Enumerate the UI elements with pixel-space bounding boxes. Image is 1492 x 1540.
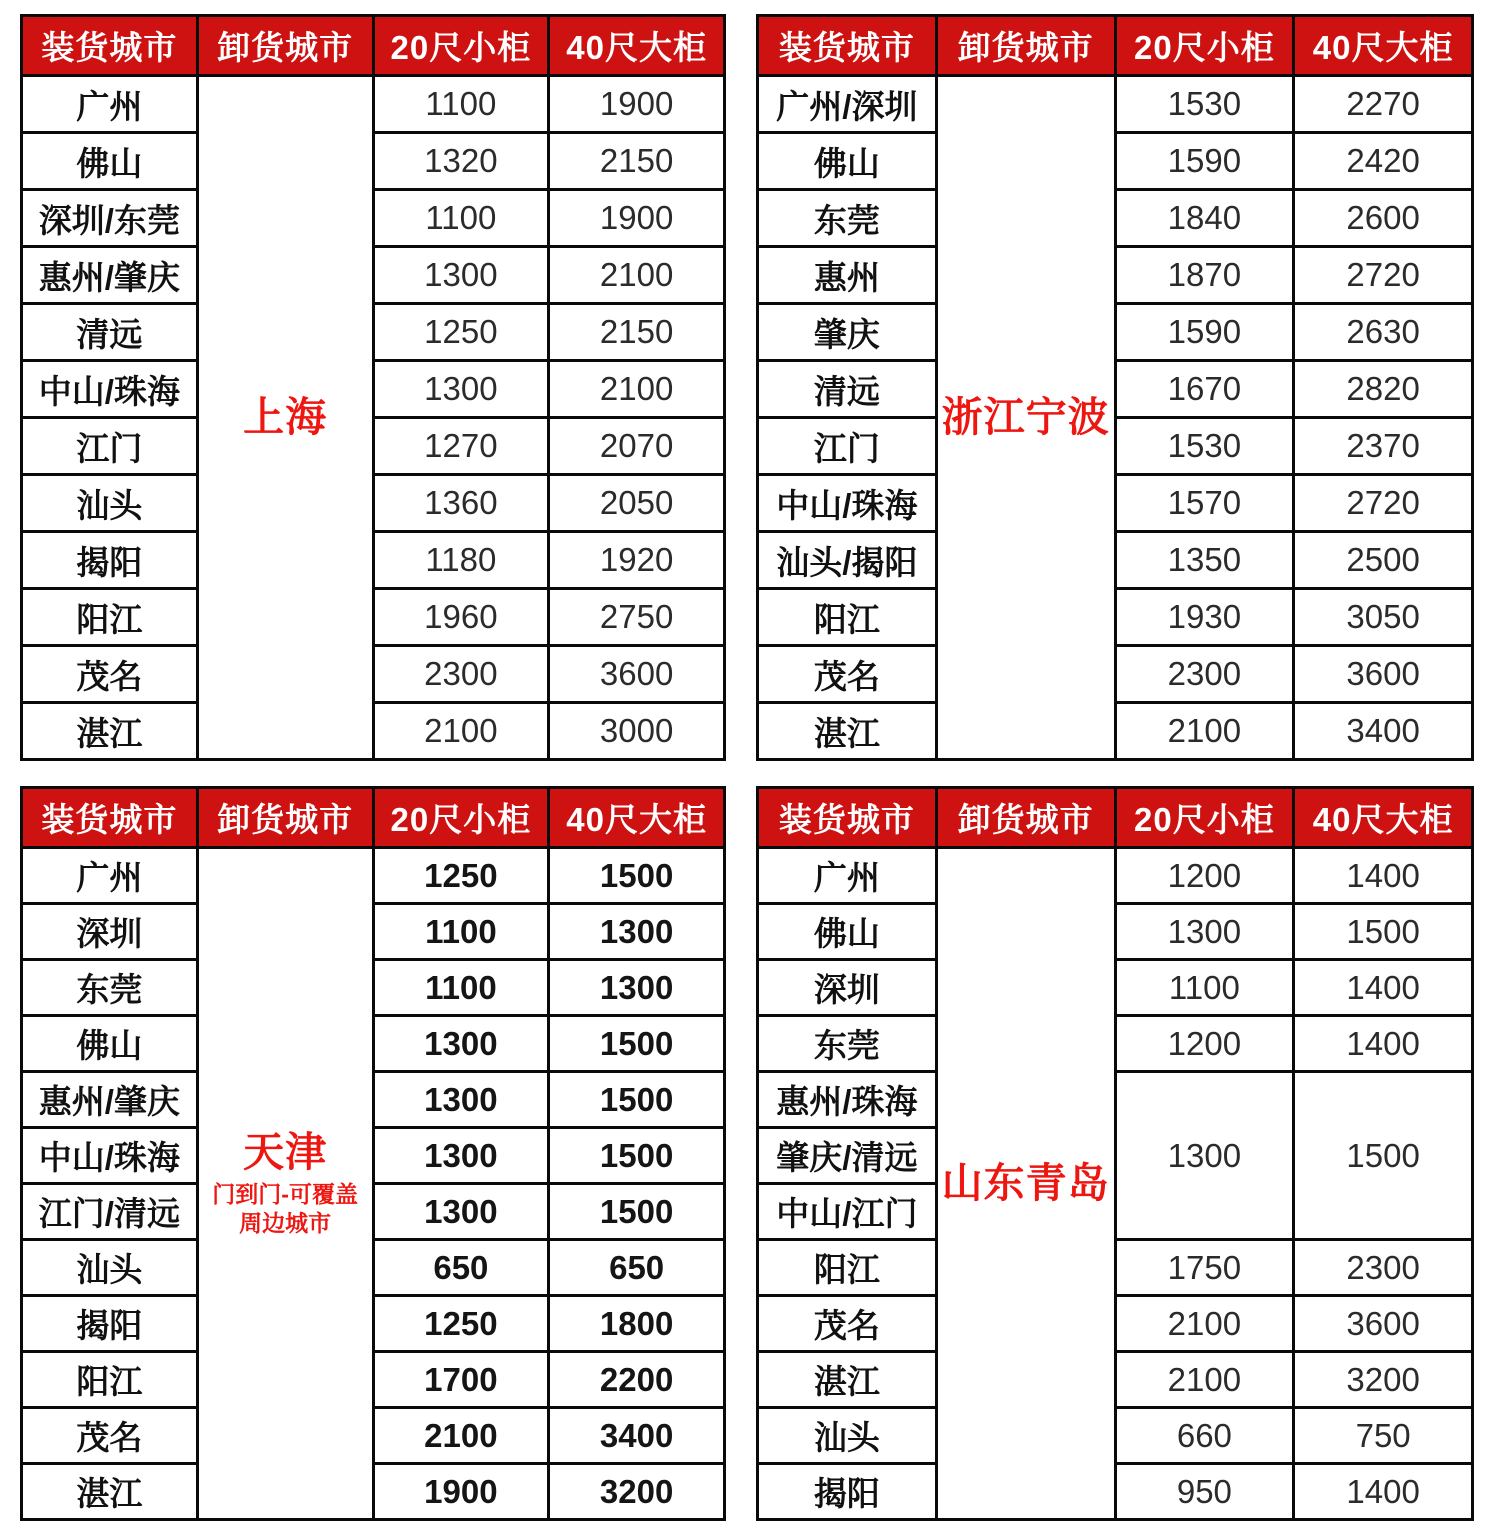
price-20ft-cell: 1570 [1115, 475, 1294, 532]
table-row [22, 190, 725, 247]
table-row [22, 1184, 725, 1240]
price-20ft-cell: 2100 [1115, 1352, 1294, 1408]
price-20ft-cell: 1100 [373, 960, 549, 1016]
column-header: 装货城市 [22, 16, 198, 76]
loading-city-cell: 广州/深圳 [758, 76, 937, 133]
price-20ft-cell: 2300 [373, 646, 549, 703]
destination-label: 天津 [243, 1129, 328, 1176]
price-20ft-cell: 1300 [373, 1128, 549, 1184]
loading-city-cell: 惠州/肇庆 [22, 1072, 198, 1128]
price-20ft-cell: 1100 [373, 76, 549, 133]
price-40ft-cell: 2630 [1294, 304, 1473, 361]
price-20ft-cell: 1530 [1115, 76, 1294, 133]
table-row [22, 1352, 725, 1408]
price-40ft-cell: 2150 [549, 304, 725, 361]
price-40ft-cell: 1920 [549, 532, 725, 589]
price-40ft-cell: 2500 [1294, 532, 1473, 589]
price-20ft-cell: 1360 [373, 475, 549, 532]
loading-city-cell: 广州 [22, 76, 198, 133]
loading-city-cell: 东莞 [758, 1016, 937, 1072]
table-row [758, 904, 1473, 960]
price-40ft-cell: 1500 [549, 1128, 725, 1184]
table-row [22, 1072, 725, 1128]
table-row [758, 133, 1473, 190]
header-row [758, 16, 1473, 76]
loading-city-cell: 肇庆/清远 [758, 1128, 937, 1184]
loading-city-cell: 深圳/东莞 [22, 190, 198, 247]
price-40ft-cell: 1300 [549, 960, 725, 1016]
freight-table [20, 786, 726, 1521]
loading-city-cell: 广州 [22, 848, 198, 904]
price-20ft-cell: 1870 [1115, 247, 1294, 304]
destination-cell [197, 848, 373, 1520]
price-40ft-cell: 3600 [1294, 1296, 1473, 1352]
price-20ft-cell: 1250 [373, 304, 549, 361]
loading-city-cell: 茂名 [758, 646, 937, 703]
price-20ft-cell: 2100 [373, 1408, 549, 1464]
loading-city-cell: 汕头 [22, 1240, 198, 1296]
table-row [22, 304, 725, 361]
price-20ft-cell: 1300 [1115, 904, 1294, 960]
price-40ft-cell: 2370 [1294, 418, 1473, 475]
price-40ft-cell: 750 [1294, 1408, 1473, 1464]
price-40ft-cell: 2820 [1294, 361, 1473, 418]
table-row [758, 960, 1473, 1016]
destination-cell [197, 76, 373, 760]
table-row [758, 1408, 1473, 1464]
loading-city-cell: 阳江 [758, 589, 937, 646]
price-20ft-cell: 1700 [373, 1352, 549, 1408]
price-20ft-cell: 1960 [373, 589, 549, 646]
freight-table-qingdao [756, 786, 1474, 1521]
table-row [758, 475, 1473, 532]
freight-table [756, 786, 1474, 1521]
price-40ft-cell: 2050 [549, 475, 725, 532]
price-20ft-cell: 1670 [1115, 361, 1294, 418]
price-40ft-cell: 2100 [549, 247, 725, 304]
price-20ft-cell: 1750 [1115, 1240, 1294, 1296]
header-row [758, 788, 1473, 848]
table-row [22, 1296, 725, 1352]
column-header: 40尺大柜 [1294, 788, 1473, 848]
table-row [758, 703, 1473, 760]
loading-city-cell: 江门/清远 [22, 1184, 198, 1240]
price-40ft-cell: 3600 [1294, 646, 1473, 703]
loading-city-cell: 揭阳 [22, 532, 198, 589]
price-40ft-cell: 1800 [549, 1296, 725, 1352]
loading-city-cell: 江门 [758, 418, 937, 475]
loading-city-cell: 佛山 [22, 1016, 198, 1072]
price-20ft-cell: 1300 [373, 1072, 549, 1128]
table-row [22, 133, 725, 190]
price-20ft-cell: 1590 [1115, 304, 1294, 361]
price-40ft-cell: 1500 [549, 1016, 725, 1072]
loading-city-cell: 揭阳 [758, 1464, 937, 1520]
price-40ft-cell: 2200 [549, 1352, 725, 1408]
table-row [22, 646, 725, 703]
price-40ft-cell: 2300 [1294, 1240, 1473, 1296]
price-40ft-cell: 650 [549, 1240, 725, 1296]
loading-city-cell: 汕头 [22, 475, 198, 532]
destination-cell [936, 76, 1115, 760]
loading-city-cell: 阳江 [22, 589, 198, 646]
loading-city-cell: 佛山 [22, 133, 198, 190]
price-40ft-cell: 3000 [549, 703, 725, 760]
table-row [22, 703, 725, 760]
loading-city-cell: 佛山 [758, 904, 937, 960]
price-40ft-cell: 2100 [549, 361, 725, 418]
table-row [758, 361, 1473, 418]
table-row [758, 76, 1473, 133]
loading-city-cell: 中山/江门 [758, 1184, 937, 1240]
table-row [22, 361, 725, 418]
column-header: 40尺大柜 [549, 16, 725, 76]
loading-city-cell: 汕头/揭阳 [758, 532, 937, 589]
price-20ft-cell: 1300 [373, 361, 549, 418]
price-20ft-cell: 650 [373, 1240, 549, 1296]
table-header [758, 16, 1473, 76]
price-20ft-cell: 1250 [373, 848, 549, 904]
price-40ft-cell: 1500 [549, 1184, 725, 1240]
price-20ft-cell: 950 [1115, 1464, 1294, 1520]
table-row [22, 247, 725, 304]
price-20ft-cell: 1530 [1115, 418, 1294, 475]
price-20ft-cell: 1300 [373, 247, 549, 304]
price-20ft-cell: 1300 [1115, 1072, 1294, 1240]
table-row [22, 1128, 725, 1184]
price-20ft-cell: 1590 [1115, 133, 1294, 190]
price-40ft-cell: 2720 [1294, 475, 1473, 532]
loading-city-cell: 清远 [22, 304, 198, 361]
destination-label: 上海 [243, 393, 328, 440]
header-row [22, 788, 725, 848]
loading-city-cell: 肇庆 [758, 304, 937, 361]
destination-label: 浙江宁波 [941, 393, 1110, 440]
price-40ft-cell: 2270 [1294, 76, 1473, 133]
table-row [758, 848, 1473, 904]
price-20ft-cell: 2100 [1115, 1296, 1294, 1352]
price-40ft-cell: 1400 [1294, 1016, 1473, 1072]
table-row [758, 418, 1473, 475]
loading-city-cell: 茂名 [22, 1408, 198, 1464]
price-40ft-cell: 2720 [1294, 247, 1473, 304]
price-40ft-cell: 3050 [1294, 589, 1473, 646]
price-20ft-cell: 660 [1115, 1408, 1294, 1464]
price-20ft-cell: 1200 [1115, 848, 1294, 904]
loading-city-cell: 江门 [22, 418, 198, 475]
column-header: 20尺小柜 [373, 788, 549, 848]
price-20ft-cell: 1100 [1115, 960, 1294, 1016]
loading-city-cell: 广州 [758, 848, 937, 904]
price-20ft-cell: 1320 [373, 133, 549, 190]
table-row [758, 1352, 1473, 1408]
table-row [22, 532, 725, 589]
price-20ft-cell: 1840 [1115, 190, 1294, 247]
column-header: 装货城市 [758, 788, 937, 848]
table-row [22, 1240, 725, 1296]
freight-table-tianjin [20, 786, 726, 1521]
table-row [758, 1016, 1473, 1072]
price-40ft-cell: 1500 [1294, 904, 1473, 960]
table-row [22, 1464, 725, 1520]
loading-city-cell: 深圳 [758, 960, 937, 1016]
freight-table-shanghai [20, 14, 726, 761]
table-row [22, 475, 725, 532]
price-40ft-cell: 2750 [549, 589, 725, 646]
table-header [758, 788, 1473, 848]
loading-city-cell: 阳江 [758, 1240, 937, 1296]
column-header: 20尺小柜 [1115, 16, 1294, 76]
column-header: 20尺小柜 [1115, 788, 1294, 848]
price-40ft-cell: 1300 [549, 904, 725, 960]
price-40ft-cell: 1400 [1294, 848, 1473, 904]
loading-city-cell: 揭阳 [22, 1296, 198, 1352]
table-row [758, 589, 1473, 646]
table-body [22, 848, 725, 1520]
loading-city-cell: 清远 [758, 361, 937, 418]
loading-city-cell: 湛江 [758, 703, 937, 760]
price-20ft-cell: 1100 [373, 190, 549, 247]
price-20ft-cell: 2300 [1115, 646, 1294, 703]
loading-city-cell: 深圳 [22, 904, 198, 960]
price-40ft-cell: 1400 [1294, 960, 1473, 1016]
price-20ft-cell: 1180 [373, 532, 549, 589]
column-header: 卸货城市 [197, 16, 373, 76]
header-row [22, 16, 725, 76]
column-header: 40尺大柜 [549, 788, 725, 848]
price-40ft-cell: 3400 [549, 1408, 725, 1464]
loading-city-cell: 茂名 [758, 1296, 937, 1352]
price-40ft-cell: 2600 [1294, 190, 1473, 247]
table-header [22, 16, 725, 76]
column-header: 卸货城市 [197, 788, 373, 848]
destination-note-line: 门到门-可覆盖 [212, 1181, 358, 1208]
table-row [22, 1408, 725, 1464]
price-40ft-cell: 3400 [1294, 703, 1473, 760]
price-40ft-cell: 2150 [549, 133, 725, 190]
loading-city-cell: 汕头 [758, 1408, 937, 1464]
price-20ft-cell: 1250 [373, 1296, 549, 1352]
price-40ft-cell: 3600 [549, 646, 725, 703]
column-header: 卸货城市 [936, 788, 1115, 848]
loading-city-cell: 中山/珠海 [758, 475, 937, 532]
table-body [758, 76, 1473, 760]
table-body [22, 76, 725, 760]
price-20ft-cell: 1300 [373, 1184, 549, 1240]
loading-city-cell: 湛江 [758, 1352, 937, 1408]
price-20ft-cell: 1100 [373, 904, 549, 960]
freight-table-ningbo [756, 14, 1474, 761]
loading-city-cell: 佛山 [758, 133, 937, 190]
price-20ft-cell: 1200 [1115, 1016, 1294, 1072]
price-20ft-cell: 2100 [373, 703, 549, 760]
price-40ft-cell: 3200 [1294, 1352, 1473, 1408]
price-40ft-cell: 1400 [1294, 1464, 1473, 1520]
column-header: 装货城市 [758, 16, 937, 76]
table-row [758, 1240, 1473, 1296]
loading-city-cell: 中山/珠海 [22, 361, 198, 418]
column-header: 卸货城市 [936, 16, 1115, 76]
loading-city-cell: 惠州/肇庆 [22, 247, 198, 304]
price-20ft-cell: 1930 [1115, 589, 1294, 646]
table-row [758, 247, 1473, 304]
table-row [22, 418, 725, 475]
table-row [758, 1464, 1473, 1520]
loading-city-cell: 惠州/珠海 [758, 1072, 937, 1128]
table-row [22, 589, 725, 646]
table-body [758, 848, 1473, 1520]
price-20ft-cell: 1270 [373, 418, 549, 475]
destination-cell [936, 848, 1115, 1520]
table-row [22, 904, 725, 960]
loading-city-cell: 东莞 [22, 960, 198, 1016]
price-20ft-cell: 1300 [373, 1016, 549, 1072]
column-header: 装货城市 [22, 788, 198, 848]
table-row [22, 1016, 725, 1072]
price-40ft-cell: 3200 [549, 1464, 725, 1520]
freight-table [756, 14, 1474, 761]
destination-note [199, 1180, 372, 1238]
table-row [22, 848, 725, 904]
price-40ft-cell: 1500 [1294, 1072, 1473, 1240]
column-header: 20尺小柜 [373, 16, 549, 76]
table-row [22, 960, 725, 1016]
price-40ft-cell: 2420 [1294, 133, 1473, 190]
destination-label: 山东青岛 [941, 1159, 1110, 1206]
loading-city-cell: 东莞 [758, 190, 937, 247]
price-40ft-cell: 1900 [549, 76, 725, 133]
loading-city-cell: 中山/珠海 [22, 1128, 198, 1184]
price-40ft-cell: 2070 [549, 418, 725, 475]
price-20ft-cell: 2100 [1115, 703, 1294, 760]
price-20ft-cell: 1350 [1115, 532, 1294, 589]
loading-city-cell: 湛江 [22, 703, 198, 760]
table-row [758, 1296, 1473, 1352]
price-40ft-cell: 1900 [549, 190, 725, 247]
table-row [758, 304, 1473, 361]
price-20ft-cell: 1900 [373, 1464, 549, 1520]
table-row [758, 1072, 1473, 1128]
table-header [22, 788, 725, 848]
destination-note-line: 周边城市 [239, 1210, 332, 1237]
price-40ft-cell: 1500 [549, 848, 725, 904]
freight-table [20, 14, 726, 761]
table-row [758, 532, 1473, 589]
table-row [22, 76, 725, 133]
loading-city-cell: 茂名 [22, 646, 198, 703]
column-header: 40尺大柜 [1294, 16, 1473, 76]
loading-city-cell: 阳江 [22, 1352, 198, 1408]
table-row [758, 190, 1473, 247]
loading-city-cell: 惠州 [758, 247, 937, 304]
loading-city-cell: 湛江 [22, 1464, 198, 1520]
price-40ft-cell: 1500 [549, 1072, 725, 1128]
table-row [758, 646, 1473, 703]
